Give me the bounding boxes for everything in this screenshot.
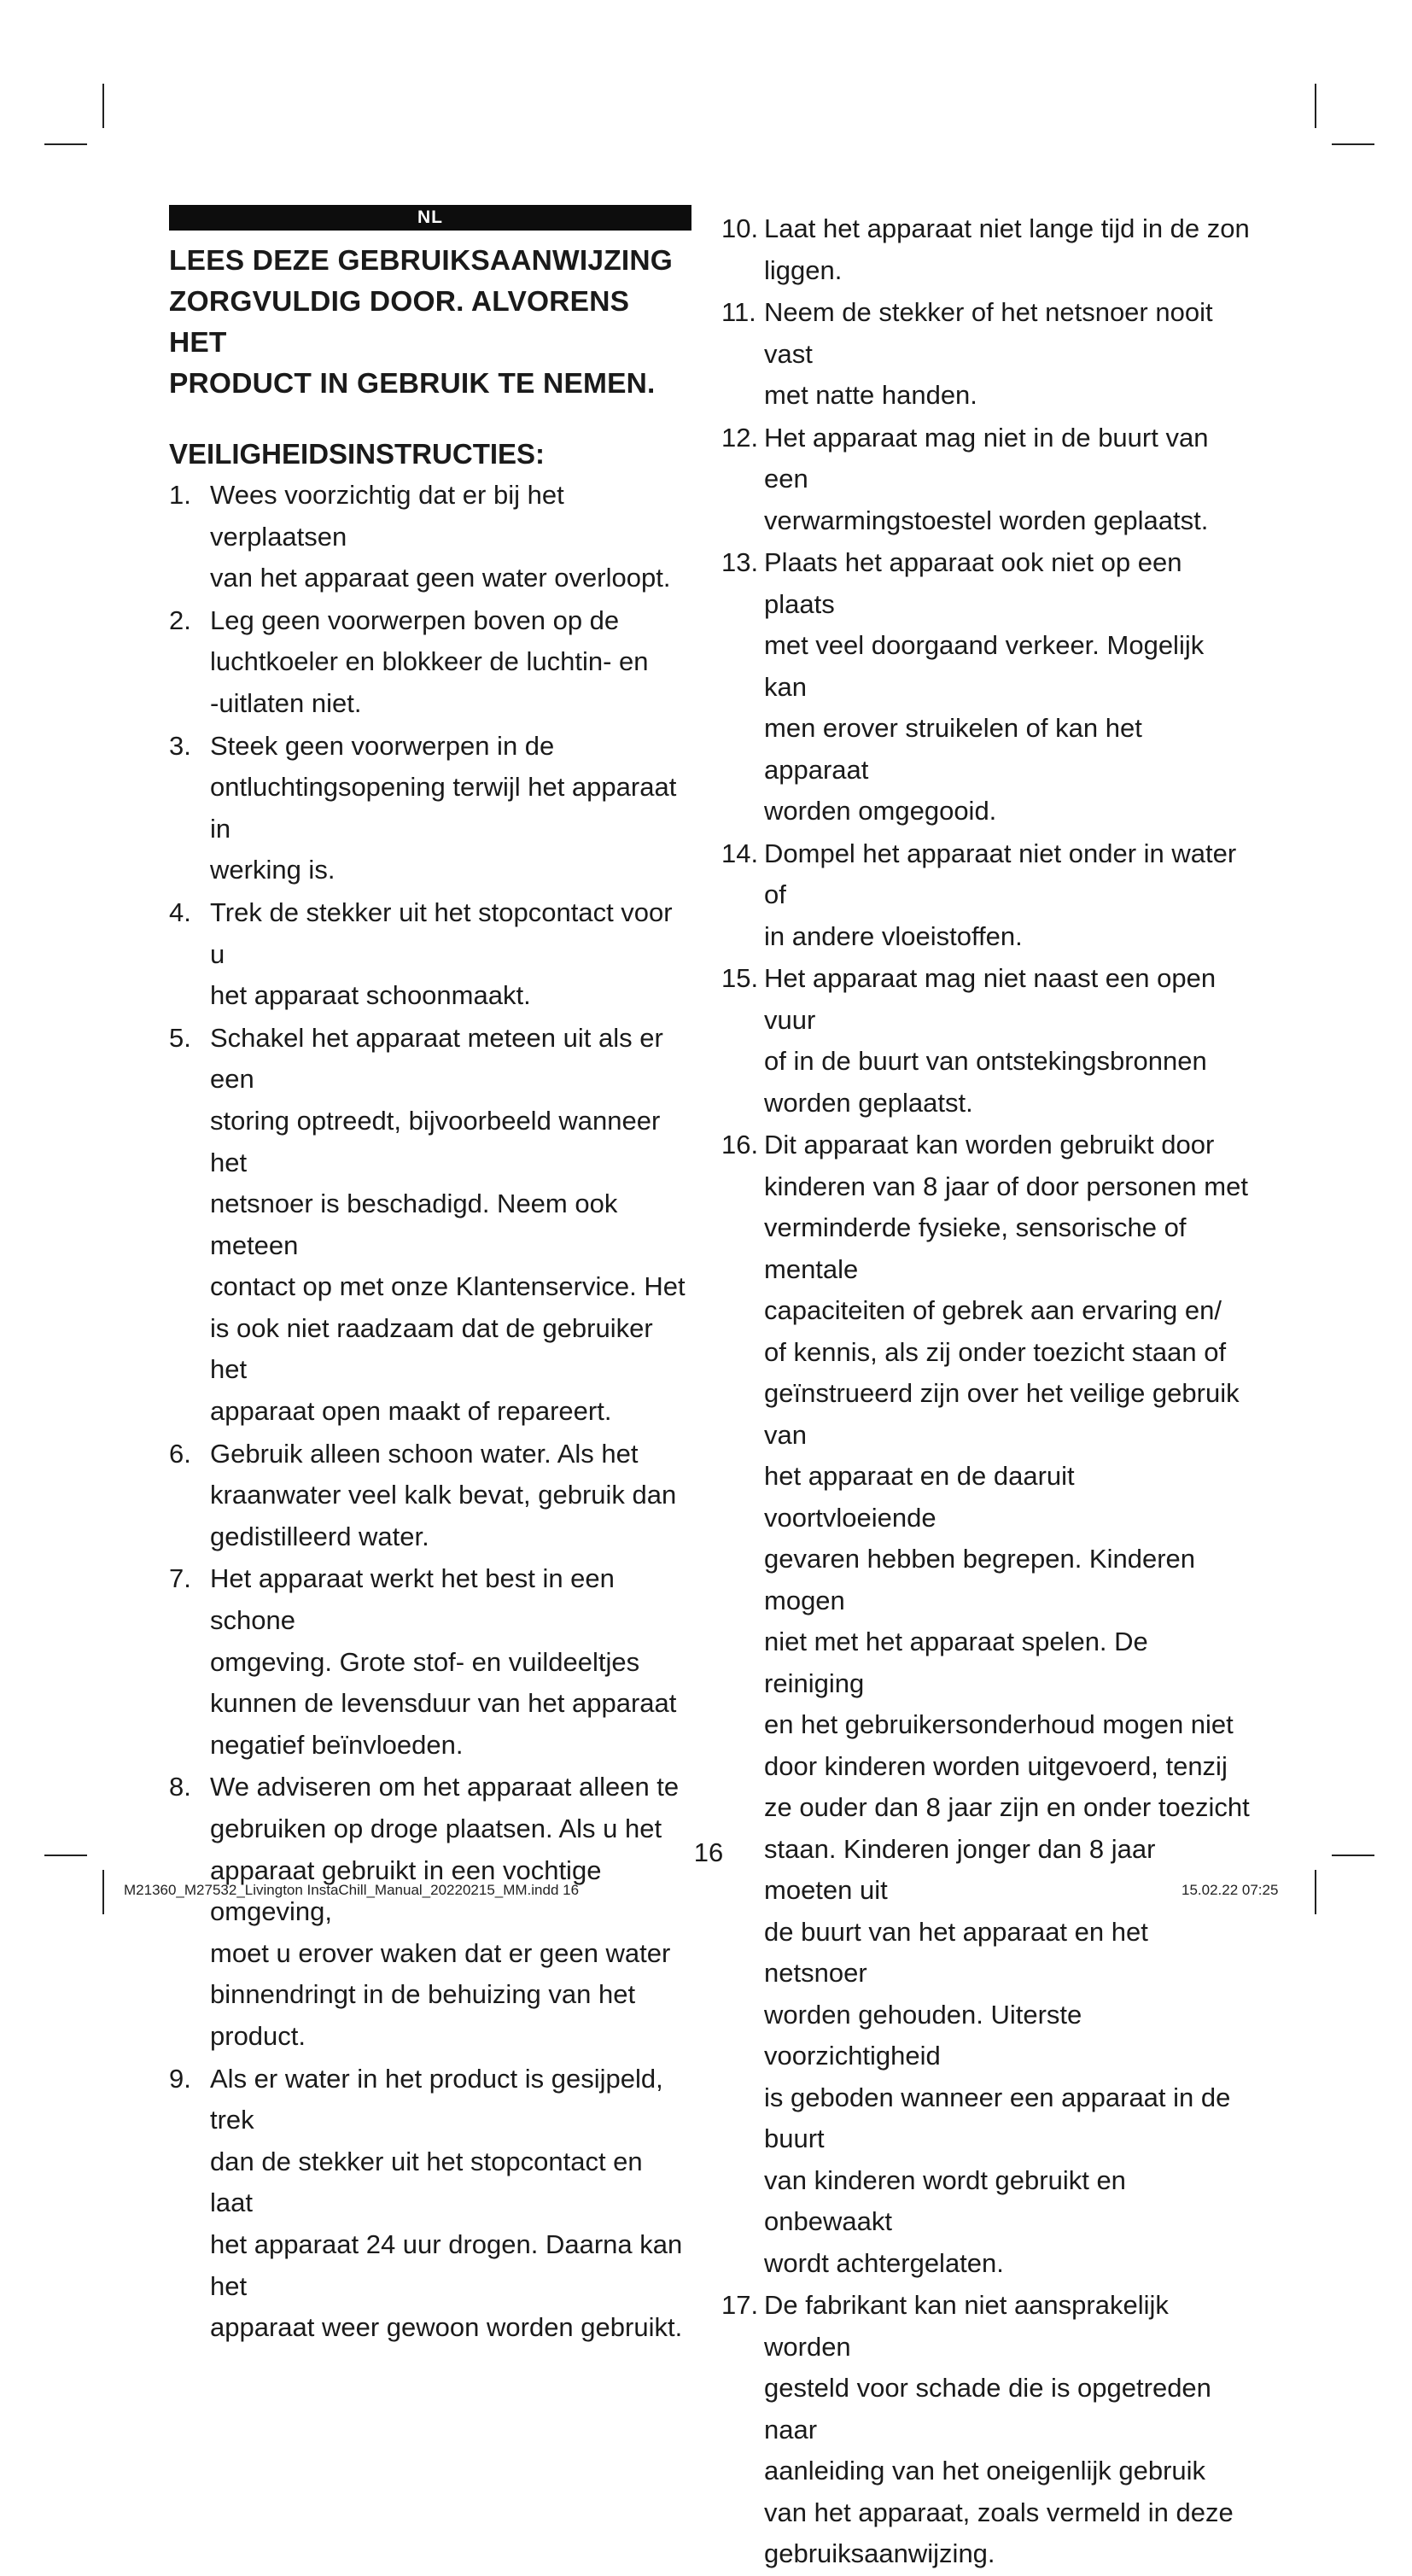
list-item — [721, 2285, 1251, 2575]
crop-mark — [1332, 1855, 1374, 1856]
list-item — [721, 208, 1251, 291]
list-item — [169, 1558, 691, 1766]
item-number: 10. — [721, 213, 759, 243]
list-item — [169, 1018, 691, 1433]
list-item — [169, 475, 691, 599]
list-item — [169, 892, 691, 1017]
list-item — [721, 1124, 1251, 2284]
item-text: Trek de stekker uit het stopcontact voor u het apparaat schoonmaakt. — [210, 897, 673, 1011]
item-number: 9. — [169, 2063, 191, 2094]
list-item — [721, 418, 1251, 542]
crop-mark — [102, 1870, 104, 1914]
item-text: Gebruik alleen schoon water. Als het kraanwater veel kalk bevat, gebruik dan gedistilleerd water. — [210, 1438, 677, 1551]
item-text: We adviseren om het apparaat alleen te gebruiken op droge plaatsen. Als u het apparaat gebruikt in een vochtige omgeving, moet u erover waken dat er geen water binnendringt in de behuizing van het product. — [210, 1772, 680, 2051]
item-text: Neem de stekker of het netsnoer nooit vast met natte handen. — [764, 297, 1213, 410]
list-item — [169, 726, 691, 891]
item-number: 14. — [721, 838, 759, 868]
crop-mark — [1315, 1870, 1316, 1914]
item-text: Laat het apparaat niet lange tijd in de zon liggen. — [764, 213, 1250, 285]
crop-mark — [1332, 143, 1374, 145]
language-tab: NL — [169, 205, 691, 231]
list-item — [169, 600, 691, 725]
safety-list-right — [721, 208, 1251, 2575]
crop-mark — [1315, 84, 1316, 128]
list-item — [721, 542, 1251, 832]
item-number: 12. — [721, 422, 759, 453]
list-item — [721, 833, 1251, 958]
item-number: 6. — [169, 1438, 191, 1469]
safety-list-left — [169, 475, 691, 2349]
footer-date-slug: 15.02.22 07:25 — [1182, 1882, 1279, 1898]
item-text: Het apparaat mag niet in de buurt van een verwarmingstoestel worden geplaatst. — [764, 422, 1209, 535]
item-number: 15. — [721, 963, 759, 993]
item-number: 11. — [721, 297, 756, 327]
item-text: Dompel het apparaat niet onder in water of in andere vloeistoffen. — [764, 838, 1237, 951]
right-column — [721, 208, 1251, 2576]
item-number: 5. — [169, 1022, 191, 1053]
item-number: 1. — [169, 480, 191, 510]
item-number: 2. — [169, 605, 191, 635]
page-number: 16 — [693, 1837, 724, 1867]
crop-mark — [44, 143, 87, 145]
item-number: 13. — [721, 547, 759, 577]
item-text: De fabrikant kan niet aansprakelijk worden gesteld voor schade die is opgetreden naar aanleiding van het oneigenlijk gebruik van het apparaat, zoals vermeld in deze gebruiksaanwijzing. — [764, 2290, 1234, 2568]
item-text: Steek geen voorwerpen in de ontluchtingsopening terwijl het apparaat in werking is. — [210, 730, 677, 885]
item-text: Als er water in het product is gesijpeld, trek dan de stekker uit het stopcontact en laat het apparaat 24 uur drogen. Daarna kan het apparaat weer gewoon worden gebruikt. — [210, 2063, 683, 2343]
item-number: 7. — [169, 1563, 191, 1594]
item-text: Plaats het apparaat ook niet op een plaats met veel doorgaand verkeer. Mogelijk kan men erover struikelen of kan het apparaat worden omgegooid. — [764, 547, 1205, 826]
item-text: Wees voorzichtig dat er bij het verplaatsen van het apparaat geen water overloopt. — [210, 480, 671, 593]
item-number: 17. — [721, 2290, 759, 2320]
item-number: 4. — [169, 897, 191, 927]
item-number: 16. — [721, 1130, 759, 1159]
page-title: LEES DEZE GEBRUIKSAANWIJZING ZORGVULDIG DOOR. ALVORENS HET PRODUCT IN GEBRUIK TE NEMEN. — [169, 245, 674, 400]
crop-mark — [102, 84, 104, 128]
section-heading: VEILIGHEIDSINSTRUCTIES: — [169, 438, 546, 470]
item-text: Het apparaat werkt het best in een schone omgeving. Grote stof- en vuildeeltjes kunnen de levensduur van het apparaat negatief beïnvloeden. — [210, 1563, 677, 1760]
list-item — [721, 292, 1251, 417]
item-text: Dit apparaat kan worden gebruikt door kinderen van 8 jaar of door personen met verminderde fysieke, sensorische of mentale capaciteiten of gebrek aan ervaring en/ of kennis, als zij onder toezicht staan of geïnstrueerd zijn over het veilige gebruik van het apparaat en de daaruit voortvloeiende gevaren hebben begrepen. Kinderen mogen niet met het apparaat spelen. De reiniging en het gebruikersonderhoud mogen niet door kinderen worden uitgevoerd, tenzij ze ouder dan 8 jaar zijn en onder toezicht staan. Kinderen jonger dan 8 jaar moeten uit de buurt van het apparaat en het netsnoer worden gehouden. Uiterste voorzichtigheid is geboden wanneer een apparaat in de buurt van kinderen wordt gebruikt en onbewaakt wordt achtergelaten. — [764, 1130, 1250, 2278]
item-text: Leg geen voorwerpen boven op de luchtkoeler en blokkeer de luchtin- en -uitlaten niet. — [210, 605, 649, 718]
list-item — [169, 2059, 691, 2349]
left-column — [169, 205, 691, 2350]
list-item — [721, 958, 1251, 1124]
item-text: Het apparaat mag niet naast een open vuur of in de buurt van ontstekingsbronnen worden geplaatst. — [764, 963, 1217, 1118]
item-text: Schakel het apparaat meteen uit als er een storing optreedt, bijvoorbeeld wanneer het netsnoer is beschadigd. Neem ook meteen contact op met onze Klantenservice. Het is ook niet raadzaam dat de gebruiker het apparaat open maakt of repareert. — [210, 1022, 686, 1427]
item-number: 8. — [169, 1772, 191, 1802]
list-item — [169, 1434, 691, 1558]
list-item — [169, 1767, 691, 2057]
crop-mark — [44, 1855, 87, 1856]
footer-file-slug: M21360_M27532_Livington InstaChill_Manual_20220215_MM.indd 16 — [124, 1882, 580, 1898]
item-number: 3. — [169, 730, 191, 761]
